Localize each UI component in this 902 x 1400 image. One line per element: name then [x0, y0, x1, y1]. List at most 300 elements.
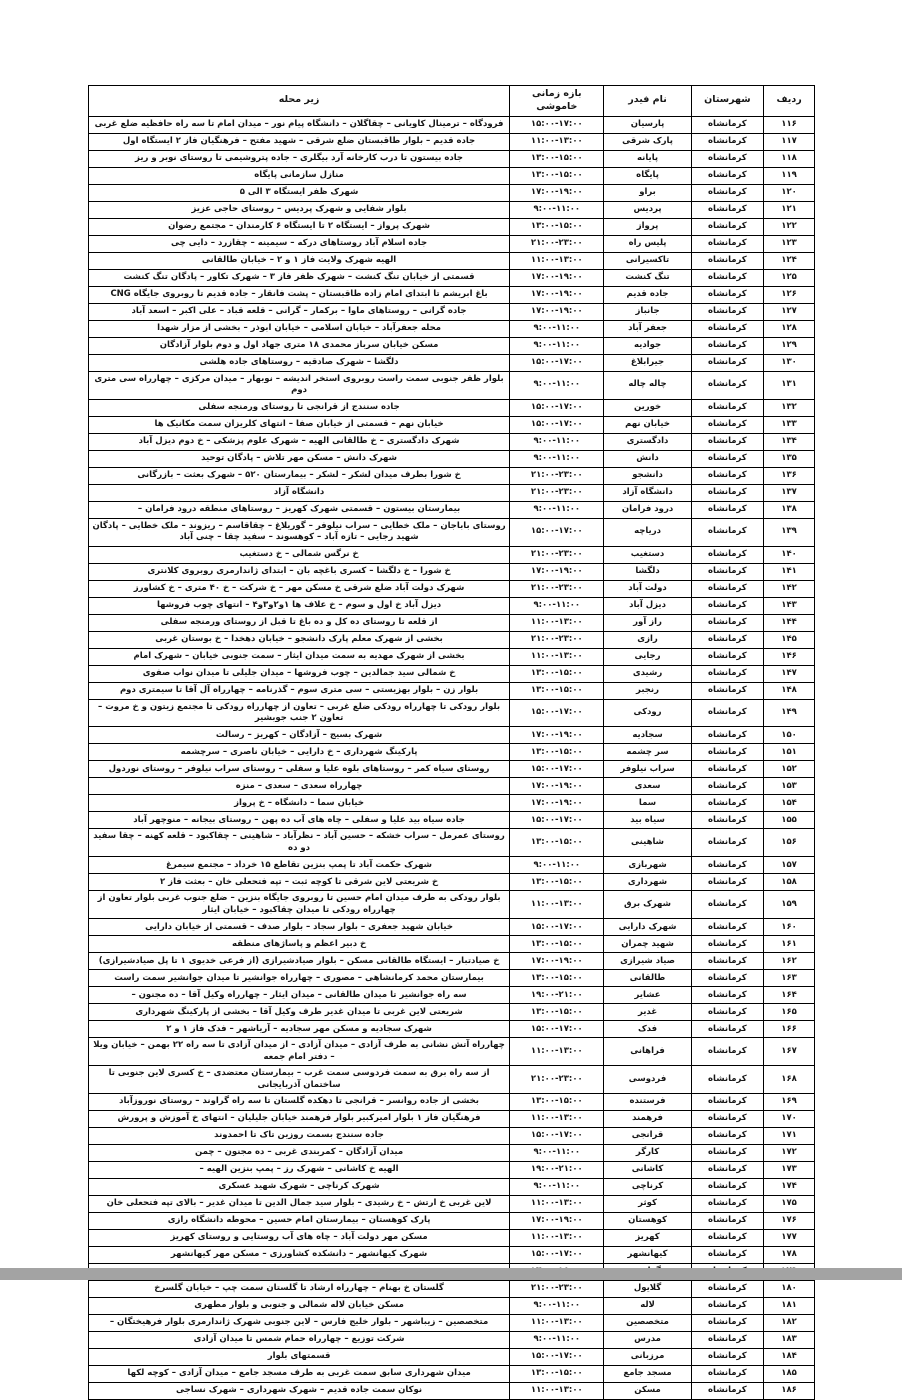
- table-row: [89, 252, 815, 269]
- time-range-cell: ۱۷:۰۰-۱۹:۰۰: [510, 303, 604, 320]
- feeder-cell: دانشجو: [604, 467, 691, 484]
- row-number-cell: ۱۴۳: [764, 597, 815, 614]
- area-cell: شهرک دولت آباد ضلع شرقی خ مسکن مهر – خ شرکت – خ ۴۰ متری – خ کشاورز: [89, 580, 510, 597]
- row-number-cell: ۱۷۷: [764, 1230, 815, 1247]
- time-range-cell: ۱۳:۰۰-۱۵:۰۰: [510, 744, 604, 761]
- table-row: [89, 1021, 815, 1038]
- table-row: [89, 116, 815, 133]
- county-cell: کرمانشاه: [691, 320, 764, 337]
- feeder-cell: سعدی: [604, 778, 691, 795]
- row-number-cell: ۱۱۶: [764, 116, 815, 133]
- area-cell: قسمتی از خیابان تنگ کنشت – شهرک ظفر فاز ۳ – شهرک تکاور – پادگان تنگ کنشت: [89, 269, 510, 286]
- table-row: [89, 150, 815, 167]
- row-number-cell: ۱۶۵: [764, 1004, 815, 1021]
- table-row: [89, 399, 815, 416]
- feeder-cell: سیاه بید: [604, 812, 691, 829]
- time-range-cell: ۱۳:۰۰-۱۵:۰۰: [510, 1366, 604, 1383]
- time-range-cell: ۱۱:۰۰-۱۳:۰۰: [510, 648, 604, 665]
- feeder-cell: رودکی: [604, 699, 691, 727]
- row-number-cell: ۱۵۴: [764, 795, 815, 812]
- area-cell: جاده سنندج از قرانجی تا روستای ورمنجه سفلی: [89, 399, 510, 416]
- row-number-cell: ۱۳۱: [764, 371, 815, 399]
- table-row: [89, 919, 815, 936]
- county-cell: کرمانشاه: [691, 1383, 764, 1400]
- row-number-cell: ۱۱۸: [764, 150, 815, 167]
- table-row: [89, 987, 815, 1004]
- area-cell: مسکن خیابان سرباز محمدی ۱۸ متری جهاد اول و دوم بلوار آزادگان: [89, 337, 510, 354]
- area-cell: شهرک سجادیه و مسکن مهر سجادیه – آریاشهر – فدک فاز ۱ و ۲: [89, 1021, 510, 1038]
- table-header-row: [89, 86, 815, 117]
- table-row: [89, 1349, 815, 1366]
- county-cell: کرمانشاه: [691, 1349, 764, 1366]
- county-cell: کرمانشاه: [691, 433, 764, 450]
- county-cell: کرمانشاه: [691, 1066, 764, 1094]
- row-number-cell: ۱۴۹: [764, 699, 815, 727]
- feeder-cell: عشایر: [604, 987, 691, 1004]
- feeder-cell: مدرس: [604, 1332, 691, 1349]
- table-row: [89, 1366, 815, 1383]
- county-cell: کرمانشاه: [691, 201, 764, 218]
- county-cell: کرمانشاه: [691, 269, 764, 286]
- area-cell: شرکت توزیع – چهارراه حمام شمس تا میدان آزادی: [89, 1332, 510, 1349]
- time-range-cell: ۱۷:۰۰-۱۹:۰۰: [510, 1213, 604, 1230]
- feeder-cell: شهربازی: [604, 857, 691, 874]
- table-row: [89, 1162, 815, 1179]
- row-number-cell: ۱۴۵: [764, 631, 815, 648]
- table-row: [89, 682, 815, 699]
- area-cell: جاده سیاه بید علیا و سفلی – چاه های آب ده پهن – روستای بیجانه – منوچهر آباد: [89, 812, 510, 829]
- county-cell: کرمانشاه: [691, 631, 764, 648]
- row-number-cell: ۱۷۳: [764, 1162, 815, 1179]
- time-range-cell: ۱۷:۰۰-۱۹:۰۰: [510, 286, 604, 303]
- time-range-cell: ۱۳:۰۰-۱۵:۰۰: [510, 970, 604, 987]
- row-number-cell: ۱۶۶: [764, 1021, 815, 1038]
- time-range-cell: ۲۱:۰۰-۲۳:۰۰: [510, 631, 604, 648]
- time-range-cell: ۱۹:۰۰-۲۱:۰۰: [510, 987, 604, 1004]
- area-cell: شهرک کرناچی – شهرک شهید عسکری: [89, 1179, 510, 1196]
- row-number-cell: ۱۷۶: [764, 1213, 815, 1230]
- feeder-cell: دلگشا: [604, 563, 691, 580]
- feeder-cell: غدیر: [604, 1004, 691, 1021]
- county-cell: کرمانشاه: [691, 563, 764, 580]
- feeder-cell: پایگاه: [604, 167, 691, 184]
- table-row: [89, 795, 815, 812]
- time-range-cell: ۱۳:۰۰-۱۵:۰۰: [510, 874, 604, 891]
- time-range-cell: ۱۵:۰۰-۱۷:۰۰: [510, 761, 604, 778]
- table-row: [89, 936, 815, 953]
- page-bottom-edge: [0, 1268, 902, 1280]
- time-range-cell: ۹:۰۰-۱۱:۰۰: [510, 597, 604, 614]
- feeder-cell: متخصصین: [604, 1315, 691, 1332]
- table-row: [89, 1111, 815, 1128]
- area-cell: جاده سنندج بسمت روزین تاک تا احمدوند: [89, 1128, 510, 1145]
- row-number-cell: ۱۶۷: [764, 1038, 815, 1066]
- feeder-cell: فدک: [604, 1021, 691, 1038]
- time-range-cell: ۲۱:۰۰-۲۳:۰۰: [510, 1066, 604, 1094]
- time-range-cell: ۲۱:۰۰-۲۳:۰۰: [510, 546, 604, 563]
- feeder-cell: شهرک برق: [604, 891, 691, 919]
- county-cell: کرمانشاه: [691, 484, 764, 501]
- county-cell: کرمانشاه: [691, 399, 764, 416]
- row-number-cell: ۱۷۵: [764, 1196, 815, 1213]
- county-cell: کرمانشاه: [691, 1298, 764, 1315]
- area-cell: قسمتهای بلوار: [89, 1349, 510, 1366]
- table-row: [89, 320, 815, 337]
- county-cell: کرمانشاه: [691, 829, 764, 857]
- feeder-cell: کاشانی: [604, 1162, 691, 1179]
- feeder-cell: پلیس راه: [604, 235, 691, 252]
- row-number-cell: ۱۷۲: [764, 1145, 815, 1162]
- feeder-cell: پردیس: [604, 201, 691, 218]
- time-range-cell: ۱۳:۰۰-۱۵:۰۰: [510, 829, 604, 857]
- area-cell: شهرک پرواز – ایستگاه ۲ تا ایستگاه ۶ کارمندان – مجتمع رضوان: [89, 218, 510, 235]
- table-row: [89, 1383, 815, 1400]
- feeder-cell: رجایی: [604, 648, 691, 665]
- area-cell: جاده اسلام آباد روستاهای درکه – سیمینه – چقازرد – دایی چی: [89, 235, 510, 252]
- table-row: [89, 518, 815, 546]
- time-range-cell: ۱۵:۰۰-۱۷:۰۰: [510, 919, 604, 936]
- time-range-cell: ۱۷:۰۰-۱۹:۰۰: [510, 184, 604, 201]
- area-cell: خ شریعتی لاین شرقی تا کوچه ثبت – تپه فتحعلی خان – بعثت فاز ۲: [89, 874, 510, 891]
- county-cell: کرمانشاه: [691, 150, 764, 167]
- feeder-cell: جعفر آباد: [604, 320, 691, 337]
- time-range-cell: ۱۷:۰۰-۱۹:۰۰: [510, 727, 604, 744]
- row-number-cell: ۱۸۵: [764, 1366, 815, 1383]
- county-cell: کرمانشاه: [691, 970, 764, 987]
- row-number-cell: ۱۲۱: [764, 201, 815, 218]
- feeder-cell: خیابان نهم: [604, 416, 691, 433]
- outage-schedule-table: [88, 85, 815, 1400]
- area-cell: الهیه شهرک ولایت فاز ۱ و ۲ – خیابان طالقانی: [89, 252, 510, 269]
- row-number-cell: ۱۶۱: [764, 936, 815, 953]
- area-cell: میدان آزادگان – کمربندی غربی – ده مجنون – چمن: [89, 1145, 510, 1162]
- area-cell: خیابان شهید جعفری – بلوار سجاد – بلوار صدف – قسمتی از خیابان دارایی: [89, 919, 510, 936]
- time-range-cell: ۲۱:۰۰-۲۳:۰۰: [510, 484, 604, 501]
- area-cell: بلوار ظفر جنوبی سمت راست روبروی استخر اندیشه – نوبهار – میدان مرکزی – چهارراه سی متری دوم: [89, 371, 510, 399]
- feeder-cell: سراب نیلوفر: [604, 761, 691, 778]
- row-number-cell: ۱۶۹: [764, 1094, 815, 1111]
- area-cell: شهرک ظفر ایستگاه ۳ الی ۵: [89, 184, 510, 201]
- row-number-cell: ۱۵۱: [764, 744, 815, 761]
- table-row: [89, 665, 815, 682]
- area-cell: خیابان نهم – قسمتی از خیابان صفا – انتهای کلریزان سمت مکانیک ها: [89, 416, 510, 433]
- row-number-cell: ۱۵۲: [764, 761, 815, 778]
- feeder-cell: کارگر: [604, 1145, 691, 1162]
- table-row: [89, 1298, 815, 1315]
- area-cell: محله جعفرآباد – خیابان اسلامی – خیابان ابوذر – بخشی از مزار شهدا: [89, 320, 510, 337]
- county-cell: کرمانشاه: [691, 936, 764, 953]
- feeder-cell: فرستنده: [604, 1094, 691, 1111]
- row-number-cell: ۱۳۸: [764, 501, 815, 518]
- county-cell: کرمانشاه: [691, 665, 764, 682]
- area-cell: پارکینگ شهرداری – خ دارایی – خیابان ناصری – سرچشمه: [89, 744, 510, 761]
- feeder-cell: جوادیه: [604, 337, 691, 354]
- table-row: [89, 597, 815, 614]
- area-cell: روستای سیاه کمر – روستاهای بلوه علیا و سفلی – روستای سراب نیلوفر – روستای نوردول: [89, 761, 510, 778]
- row-number-cell: ۱۴۱: [764, 563, 815, 580]
- time-range-cell: ۲۱:۰۰-۲۳:۰۰: [510, 467, 604, 484]
- area-cell: بخشی از شهرک معلم پارک دانشجو – خیابان دهخدا – خ بوستان غربی: [89, 631, 510, 648]
- table-row: [89, 1230, 815, 1247]
- area-cell: شهرک دانش – مسکن مهر تلاش – پادگان توحید: [89, 450, 510, 467]
- county-cell: کرمانشاه: [691, 953, 764, 970]
- table-row: [89, 184, 815, 201]
- time-range-cell: ۱۱:۰۰-۱۳:۰۰: [510, 133, 604, 150]
- row-number-cell: ۱۶۰: [764, 919, 815, 936]
- area-cell: سه راه جوانشیر تا میدان طالقانی – میدان ایثار – چهارراه وکیل آقا – ده مجنون –: [89, 987, 510, 1004]
- county-cell: کرمانشاه: [691, 167, 764, 184]
- county-cell: کرمانشاه: [691, 1094, 764, 1111]
- table-row: [89, 614, 815, 631]
- table-row: [89, 829, 815, 857]
- table-row: [89, 1247, 815, 1264]
- area-cell: از سه راه برق به سمت فردوسی سمت غرب – بیمارستان معتضدی – خ کسری لاین جنوبی تا ساختمان آذربایجانی: [89, 1066, 510, 1094]
- time-range-cell: ۹:۰۰-۱۱:۰۰: [510, 201, 604, 218]
- time-range-cell: ۱۱:۰۰-۱۳:۰۰: [510, 1230, 604, 1247]
- feeder-cell: جانباز: [604, 303, 691, 320]
- feeder-cell: شاهینی: [604, 829, 691, 857]
- county-cell: کرمانشاه: [691, 1021, 764, 1038]
- time-range-cell: ۱۱:۰۰-۱۳:۰۰: [510, 1038, 604, 1066]
- row-number-cell: ۱۳۳: [764, 416, 815, 433]
- county-cell: کرمانشاه: [691, 1230, 764, 1247]
- row-number-cell: ۱۸۶: [764, 1383, 815, 1400]
- row-number-cell: ۱۱۷: [764, 133, 815, 150]
- row-number-cell: ۱۶۸: [764, 1066, 815, 1094]
- time-range-cell: ۲۱:۰۰-۲۳:۰۰: [510, 1281, 604, 1298]
- table-row: [89, 546, 815, 563]
- county-cell: کرمانشاه: [691, 1145, 764, 1162]
- time-range-cell: ۱۵:۰۰-۱۷:۰۰: [510, 399, 604, 416]
- time-range-cell: ۱۱:۰۰-۱۳:۰۰: [510, 614, 604, 631]
- row-number-cell: ۱۸۰: [764, 1281, 815, 1298]
- table-row: [89, 1196, 815, 1213]
- header-row-number: ردیف: [764, 86, 815, 117]
- table-row: [89, 167, 815, 184]
- county-cell: کرمانشاه: [691, 235, 764, 252]
- table-row: [89, 631, 815, 648]
- county-cell: کرمانشاه: [691, 546, 764, 563]
- feeder-cell: خورین: [604, 399, 691, 416]
- schedule-table-body: [89, 116, 815, 1400]
- time-range-cell: ۱۱:۰۰-۱۳:۰۰: [510, 1196, 604, 1213]
- time-range-cell: ۹:۰۰-۱۱:۰۰: [510, 1332, 604, 1349]
- feeder-cell: کیهانشهر: [604, 1247, 691, 1264]
- area-cell: الهیه خ کاشانی – شهرک رز – پمپ بنزین الهیه –: [89, 1162, 510, 1179]
- feeder-cell: مسکن: [604, 1383, 691, 1400]
- time-range-cell: ۱۱:۰۰-۱۳:۰۰: [510, 1383, 604, 1400]
- area-cell: خیابان سما – دانشگاه – خ پرواز: [89, 795, 510, 812]
- feeder-cell: مسجد جامع: [604, 1366, 691, 1383]
- time-range-cell: ۲۱:۰۰-۲۳:۰۰: [510, 235, 604, 252]
- feeder-cell: کهریز: [604, 1230, 691, 1247]
- time-range-cell: ۱۳:۰۰-۱۵:۰۰: [510, 167, 604, 184]
- feeder-cell: پارک شرقی: [604, 133, 691, 150]
- row-number-cell: ۱۳۵: [764, 450, 815, 467]
- area-cell: بلوار رودکی به طرف میدان امام حسین تا روبروی جایگاه بنزین – ضلع جنوب غربی بلوار تعاون از چهارراه رودکی تا میدان چقاکبود – خیابان ایثار: [89, 891, 510, 919]
- table-row: [89, 953, 815, 970]
- table-row: [89, 812, 815, 829]
- time-range-cell: ۹:۰۰-۱۱:۰۰: [510, 501, 604, 518]
- table-row: [89, 501, 815, 518]
- table-row: [89, 580, 815, 597]
- county-cell: کرمانشاه: [691, 1281, 764, 1298]
- county-cell: کرمانشاه: [691, 371, 764, 399]
- time-range-cell: ۱۹:۰۰-۲۱:۰۰: [510, 1162, 604, 1179]
- area-cell: میدان شهرداری سابق سمت غربی به طرف مسجد جامع – میدان آزادی – کوچه لکها: [89, 1366, 510, 1383]
- area-cell: فرودگاه – ترمینال کاویانی – چقاگلان – دانشگاه پیام نور – میدان امام تا سه راه حافظیه ضلع غربی: [89, 116, 510, 133]
- county-cell: کرمانشاه: [691, 891, 764, 919]
- feeder-cell: دادگستری: [604, 433, 691, 450]
- area-cell: روستای عمرمل – سراب خشکه – حسین آباد – نظرآباد – شاهینی – چقاکبود – قلعه کهنه – چقا سفید دو ده: [89, 829, 510, 857]
- area-cell: شریعتی لاین غربی تا میدان غدیر طرف وکیل آقا – بخشی از پارکینگ شهرداری: [89, 1004, 510, 1021]
- row-number-cell: ۱۵۰: [764, 727, 815, 744]
- row-number-cell: ۱۷۴: [764, 1179, 815, 1196]
- area-cell: لاین غربی خ ارتش – خ رشیدی – بلوار سید جمال الدین تا میدان غدیر – بالای تپه فتحعلی خان: [89, 1196, 510, 1213]
- feeder-cell: درود فرامان: [604, 501, 691, 518]
- row-number-cell: ۱۲۳: [764, 235, 815, 252]
- area-cell: مسکن مهر دولت آباد – چاه های آب روستایی و روستای کهریز: [89, 1230, 510, 1247]
- feeder-cell: کوثر: [604, 1196, 691, 1213]
- time-range-cell: ۹:۰۰-۱۱:۰۰: [510, 1145, 604, 1162]
- time-range-cell: ۱۵:۰۰-۱۷:۰۰: [510, 1128, 604, 1145]
- county-cell: کرمانشاه: [691, 648, 764, 665]
- area-cell: بخشی از جاده روانسر – قرانجی تا دهکده گلستان تا سه راه گراوند – روستای نوروزآباد: [89, 1094, 510, 1111]
- area-cell: جاده قدیم – بلوار طاقبستان ضلع شرقی – شهید مفتح – فرهنگیان فاز ۲ ایستگاه اول: [89, 133, 510, 150]
- table-row: [89, 133, 815, 150]
- time-range-cell: ۹:۰۰-۱۱:۰۰: [510, 857, 604, 874]
- county-cell: کرمانشاه: [691, 580, 764, 597]
- feeder-cell: سجادیه: [604, 727, 691, 744]
- area-cell: خ شمالی سید جمالدین – چوب فروشها – میدان جلیلی تا میدان نواب صفوی: [89, 665, 510, 682]
- feeder-cell: فردوسی: [604, 1066, 691, 1094]
- area-cell: بیمارستان محمد کرمانشاهی – مصوری – چهارراه جوانشیر تا میدان جوانشیر سمت راست: [89, 970, 510, 987]
- county-cell: کرمانشاه: [691, 450, 764, 467]
- time-range-cell: ۱۵:۰۰-۱۷:۰۰: [510, 699, 604, 727]
- table-row: [89, 970, 815, 987]
- area-cell: خ دبیر اعظم و پاساژهای منطقه: [89, 936, 510, 953]
- table-row: [89, 1038, 815, 1066]
- time-range-cell: ۱۳:۰۰-۱۵:۰۰: [510, 1094, 604, 1111]
- area-cell: خ نرگس شمالی – خ دستغیب: [89, 546, 510, 563]
- area-cell: جاده بیستون تا درب کارخانه آرد بیگلری – جاده پتروشیمی تا روستای نوبر و ریز: [89, 150, 510, 167]
- county-cell: کرمانشاه: [691, 1162, 764, 1179]
- county-cell: کرمانشاه: [691, 1315, 764, 1332]
- time-range-cell: ۱۱:۰۰-۱۳:۰۰: [510, 891, 604, 919]
- feeder-cell: قرانجی: [604, 1128, 691, 1145]
- county-cell: کرمانشاه: [691, 252, 764, 269]
- row-number-cell: ۱۲۲: [764, 218, 815, 235]
- feeder-cell: فرهمند: [604, 1111, 691, 1128]
- county-cell: کرمانشاه: [691, 682, 764, 699]
- feeder-cell: دستغیب: [604, 546, 691, 563]
- row-number-cell: ۱۴۲: [764, 580, 815, 597]
- row-number-cell: ۱۳۰: [764, 354, 815, 371]
- county-cell: کرمانشاه: [691, 1196, 764, 1213]
- row-number-cell: ۱۵۵: [764, 812, 815, 829]
- row-number-cell: ۱۶۳: [764, 970, 815, 987]
- table-row: [89, 1066, 815, 1094]
- county-cell: کرمانشاه: [691, 727, 764, 744]
- time-range-cell: ۱۵:۰۰-۱۷:۰۰: [510, 518, 604, 546]
- time-range-cell: ۱۵:۰۰-۱۷:۰۰: [510, 812, 604, 829]
- feeder-cell: فراهانی: [604, 1038, 691, 1066]
- area-cell: بخشی از شهرک مهدیه به سمت میدان ایثار – سمت جنوبی خیابان – شهرک امام: [89, 648, 510, 665]
- feeder-cell: رازی: [604, 631, 691, 648]
- feeder-cell: سر چشمه: [604, 744, 691, 761]
- county-cell: کرمانشاه: [691, 1038, 764, 1066]
- time-range-cell: ۹:۰۰-۱۱:۰۰: [510, 371, 604, 399]
- row-number-cell: ۱۲۶: [764, 286, 815, 303]
- area-cell: دانشگاه آزاد: [89, 484, 510, 501]
- feeder-cell: لاله: [604, 1298, 691, 1315]
- row-number-cell: ۱۵۸: [764, 874, 815, 891]
- time-range-cell: ۱۷:۰۰-۱۹:۰۰: [510, 269, 604, 286]
- row-number-cell: ۱۳۶: [764, 467, 815, 484]
- county-cell: کرمانشاه: [691, 303, 764, 320]
- table-row: [89, 433, 815, 450]
- county-cell: کرمانشاه: [691, 795, 764, 812]
- row-number-cell: ۱۵۶: [764, 829, 815, 857]
- table-row: [89, 744, 815, 761]
- feeder-cell: پایانه: [604, 150, 691, 167]
- area-cell: نوکان سمت جاده قدیم – شهرک شهرداری – شهرک نساجی: [89, 1383, 510, 1400]
- feeder-cell: تاکسیرانی: [604, 252, 691, 269]
- row-number-cell: ۱۳۹: [764, 518, 815, 546]
- area-cell: چهارراه سعدی – سعدی – منزه: [89, 778, 510, 795]
- table-row: [89, 1128, 815, 1145]
- time-range-cell: ۱۳:۰۰-۱۵:۰۰: [510, 936, 604, 953]
- feeder-cell: گلایول: [604, 1281, 691, 1298]
- table-row: [89, 450, 815, 467]
- county-cell: کرمانشاه: [691, 699, 764, 727]
- table-row: [89, 235, 815, 252]
- feeder-cell: دیزل آباد: [604, 597, 691, 614]
- time-range-cell: ۱۵:۰۰-۱۷:۰۰: [510, 1349, 604, 1366]
- table-row: [89, 727, 815, 744]
- area-cell: پارک کوهستان – بیمارستان امام حسین – محوطه دانشگاه رازی: [89, 1213, 510, 1230]
- time-range-cell: ۱۳:۰۰-۱۵:۰۰: [510, 682, 604, 699]
- feeder-cell: دریاچه: [604, 518, 691, 546]
- area-cell: خ صیادتبار – ایستگاه طالقانی مسکن – بلوار صیادشیرازی (از فرعی خدیوی ۱ تا پل صیادشیرازی): [89, 953, 510, 970]
- time-range-cell: ۱۳:۰۰-۱۵:۰۰: [510, 150, 604, 167]
- row-number-cell: ۱۷۸: [764, 1247, 815, 1264]
- row-number-cell: ۱۸۱: [764, 1298, 815, 1315]
- feeder-cell: رنجبر: [604, 682, 691, 699]
- feeder-cell: دولت آباد: [604, 580, 691, 597]
- header-county: شهرستان: [691, 86, 764, 117]
- row-number-cell: ۱۴۰: [764, 546, 815, 563]
- area-cell: جاده گرانی – روستاهای ماوا – برکمار – گرانی – قلعه قباد – علی اکبر – اسعد آباد: [89, 303, 510, 320]
- table-row: [89, 699, 815, 727]
- time-range-cell: ۱۷:۰۰-۱۹:۰۰: [510, 778, 604, 795]
- county-cell: کرمانشاه: [691, 1332, 764, 1349]
- county-cell: کرمانشاه: [691, 286, 764, 303]
- time-range-cell: ۱۱:۰۰-۱۳:۰۰: [510, 1111, 604, 1128]
- county-cell: کرمانشاه: [691, 1213, 764, 1230]
- table-row: [89, 761, 815, 778]
- table-row: [89, 857, 815, 874]
- table-row: [89, 1315, 815, 1332]
- feeder-cell: پرواز: [604, 218, 691, 235]
- row-number-cell: ۱۶۲: [764, 953, 815, 970]
- feeder-cell: جاده قدیم: [604, 286, 691, 303]
- row-number-cell: ۱۲۴: [764, 252, 815, 269]
- time-range-cell: ۱۱:۰۰-۱۳:۰۰: [510, 1315, 604, 1332]
- area-cell: از قلعه تا روستای ده کل و ده باغ تا قبل از روستای ورمنجه سفلی: [89, 614, 510, 631]
- area-cell: بیمارستان بیستون – قسمتی شهرک کهریز – روستاهای منطقه درود فرامان –: [89, 501, 510, 518]
- table-row: [89, 648, 815, 665]
